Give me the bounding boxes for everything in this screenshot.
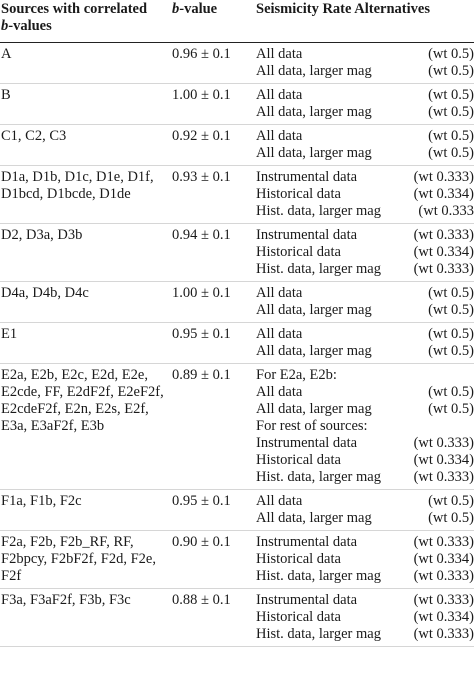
sources-line: E2a, E2b, E2c, E2d, E2e, (1, 367, 148, 383)
header-sources-values-text: -values (8, 18, 52, 34)
alternative-label: Hist. data, larger mag (256, 626, 381, 642)
alternative-line (256, 63, 474, 80)
table-row (0, 43, 474, 84)
table-row (0, 364, 474, 490)
sources-line: D4a, D4b, D4c (1, 285, 89, 301)
b-value-cell: 1.00 ± 0.1 (172, 285, 231, 301)
header-b-italic: b (172, 1, 180, 17)
alternative-weight: (wt 0.5) (428, 285, 474, 301)
table-row (0, 125, 474, 166)
alternative-weight: (wt 0.5) (428, 302, 474, 318)
alternative-label: Historical data (256, 551, 341, 567)
sources-line: E2cdeF2f, E2n, E2s, E2f, (1, 401, 149, 417)
sources-line: A (1, 46, 12, 62)
alternative-label: Historical data (256, 609, 341, 625)
b-value-cell: 0.94 ± 0.1 (172, 227, 231, 243)
header-sources-line2 (1, 18, 166, 35)
alternative-label: All data (256, 46, 303, 62)
alternative-label: Instrumental data (256, 227, 358, 243)
table-row (0, 490, 474, 531)
alternative-weight: (wt 0.5) (428, 87, 474, 103)
sources-line: F2bpcy, F2bF2f, F2d, F2e, (1, 551, 156, 567)
alternative-line (256, 469, 474, 486)
sources-line: D1bcd, D1bcde, D1de (1, 186, 131, 202)
alternative-line (256, 87, 474, 104)
header-b-value (172, 1, 217, 18)
alternative-weight: (wt 0.333) (413, 435, 474, 451)
header-sources-line1: Sources with correlated (1, 1, 148, 17)
b-value-cell: 0.90 ± 0.1 (172, 534, 231, 550)
sources-cell (1, 87, 171, 104)
alternative-line (256, 145, 474, 162)
alternative-label: All data (256, 87, 303, 103)
table-row (0, 323, 474, 364)
alternative-line (256, 384, 474, 401)
alternative-label: Hist. data, larger mag (256, 203, 381, 219)
alternatives-cell (256, 227, 474, 278)
alternative-label: All data, larger mag (256, 145, 372, 161)
b-value-cell: 0.95 ± 0.1 (172, 326, 231, 342)
alternative-label: All data, larger mag (256, 302, 372, 318)
alternatives-cell (256, 493, 474, 527)
sources-line: E1 (1, 326, 18, 342)
alternatives-cell (256, 592, 474, 643)
alternative-label: All data, larger mag (256, 104, 372, 120)
alternative-weight: (wt 0.5) (428, 63, 474, 79)
alternative-line (256, 609, 474, 626)
alternative-line (256, 326, 474, 343)
table-header (0, 0, 474, 43)
alternative-weight: (wt 0.333) (413, 592, 474, 608)
alternative-line (256, 367, 474, 384)
b-value-cell: 0.89 ± 0.1 (172, 367, 231, 383)
alternative-weight: (wt 0.5) (428, 104, 474, 120)
alternatives-cell (256, 46, 474, 80)
alternative-line (256, 510, 474, 527)
b-value-cell: 0.96 ± 0.1 (172, 46, 231, 62)
alternative-line (256, 435, 474, 452)
sources-line: F2a, F2b, F2b_RF, RF, (1, 534, 134, 550)
alternative-label: Hist. data, larger mag (256, 261, 381, 277)
table-row (0, 166, 474, 224)
alternative-weight: (wt 0.5) (428, 510, 474, 526)
alternative-weight: (wt 0.5) (428, 343, 474, 359)
alternative-label: Hist. data, larger mag (256, 469, 381, 485)
alternative-line (256, 186, 474, 203)
alternatives-cell (256, 534, 474, 585)
alternative-weight: (wt 0.333) (413, 534, 474, 550)
sources-cell (1, 326, 171, 343)
alternative-weight: (wt 0.333) (413, 568, 474, 584)
alternative-line (256, 128, 474, 145)
alternative-label: For rest of sources: (256, 418, 368, 434)
sources-cell (1, 227, 171, 244)
alternative-line (256, 203, 474, 220)
alternative-weight: (wt 0.334) (413, 609, 474, 625)
alternative-line (256, 169, 474, 186)
sources-cell (1, 46, 171, 63)
alternative-line (256, 227, 474, 244)
alternative-line (256, 46, 474, 63)
header-sources-b-italic: b (1, 18, 9, 34)
alternative-weight: (wt 0.334) (413, 244, 474, 260)
header-b-value-text: -value (179, 1, 218, 17)
alternative-label: All data (256, 326, 303, 342)
alternative-weight: (wt 0.334) (413, 551, 474, 567)
table-row (0, 589, 474, 647)
alternative-line (256, 493, 474, 510)
alternative-label: All data, larger mag (256, 401, 372, 417)
alternative-line (256, 626, 474, 643)
alternative-weight: (wt 0.5) (428, 326, 474, 342)
alternative-weight: (wt 0.5) (428, 128, 474, 144)
alternative-label: Instrumental data (256, 435, 358, 451)
alternative-line (256, 551, 474, 568)
b-value-cell: 0.93 ± 0.1 (172, 169, 231, 185)
alternative-weight: (wt 0.333) (413, 626, 474, 642)
alternative-weight: (wt 0.334) (413, 452, 474, 468)
alternative-weight: (wt 0.333) (413, 169, 474, 185)
sources-cell (1, 285, 171, 302)
alternative-weight: (wt 0.334) (413, 186, 474, 202)
alternatives-cell (256, 285, 474, 319)
b-value-cell: 0.92 ± 0.1 (172, 128, 231, 144)
alternative-weight: (wt 0.333) (413, 227, 474, 243)
sources-line: B (1, 87, 11, 103)
table-row (0, 84, 474, 125)
alternative-weight: (wt 0.333) (413, 469, 474, 485)
alternatives-cell (256, 128, 474, 162)
alternative-line (256, 592, 474, 609)
alternative-label: All data (256, 285, 303, 301)
alternative-label: Historical data (256, 244, 341, 260)
sources-cell (1, 169, 171, 203)
b-value-cell: 0.95 ± 0.1 (172, 493, 231, 509)
alternative-label: All data (256, 384, 303, 400)
sources-line: D2, D3a, D3b (1, 227, 83, 243)
alternative-line (256, 261, 474, 278)
table-row (0, 224, 474, 282)
table-body (0, 43, 474, 647)
sources-cell (1, 367, 171, 435)
alternative-label: All data (256, 493, 303, 509)
alternative-weight: (wt 0.5) (428, 145, 474, 161)
alternative-line (256, 401, 474, 418)
sources-line: F3a, F3aF2f, F3b, F3c (1, 592, 131, 608)
header-seismicity: Seismicity Rate Alternatives (256, 1, 430, 17)
sources-cell (1, 493, 171, 510)
sources-line: E3a, E3aF2f, E3b (1, 418, 105, 434)
alternative-label: All data, larger mag (256, 63, 372, 79)
alternative-label: For E2a, E2b: (256, 367, 337, 383)
sources-cell (1, 592, 171, 609)
alternative-label: Instrumental data (256, 592, 358, 608)
alternative-line (256, 104, 474, 121)
alternative-weight: (wt 0.333 (418, 203, 474, 219)
sources-cell (1, 534, 171, 585)
alternatives-cell (256, 87, 474, 121)
header-sources (1, 1, 166, 35)
alternative-label: All data, larger mag (256, 510, 372, 526)
sources-line: F1a, F1b, F2c (1, 493, 82, 509)
alternative-label: Hist. data, larger mag (256, 568, 381, 584)
alternative-weight: (wt 0.5) (428, 384, 474, 400)
sources-line: D1a, D1b, D1c, D1e, D1f, (1, 169, 154, 185)
sources-line: F2f (1, 568, 22, 584)
sources-line: E2cde, FF, E2dF2f, E2eF2f, (1, 384, 164, 400)
alternative-label: Instrumental data (256, 534, 358, 550)
alternative-weight: (wt 0.333) (413, 261, 474, 277)
alternative-weight: (wt 0.5) (428, 493, 474, 509)
alternative-line (256, 534, 474, 551)
alternatives-cell (256, 367, 474, 486)
alternative-label: All data (256, 128, 303, 144)
sources-cell (1, 128, 171, 145)
alternative-line (256, 244, 474, 261)
alternatives-cell (256, 169, 474, 220)
alternative-line (256, 568, 474, 585)
alternatives-cell (256, 326, 474, 360)
alternative-line (256, 452, 474, 469)
alternative-weight: (wt 0.5) (428, 401, 474, 417)
alternative-label: Historical data (256, 452, 341, 468)
alternative-label: Instrumental data (256, 169, 358, 185)
alternative-line (256, 285, 474, 302)
alternative-line (256, 302, 474, 319)
sources-line: C1, C2, C3 (1, 128, 67, 144)
b-value-cell: 0.88 ± 0.1 (172, 592, 231, 608)
alternative-label: All data, larger mag (256, 343, 372, 359)
alternative-weight: (wt 0.5) (428, 46, 474, 62)
table-row (0, 531, 474, 589)
alternative-line (256, 343, 474, 360)
b-value-cell: 1.00 ± 0.1 (172, 87, 231, 103)
alternative-label: Historical data (256, 186, 341, 202)
table-row (0, 282, 474, 323)
alternative-line (256, 418, 474, 435)
